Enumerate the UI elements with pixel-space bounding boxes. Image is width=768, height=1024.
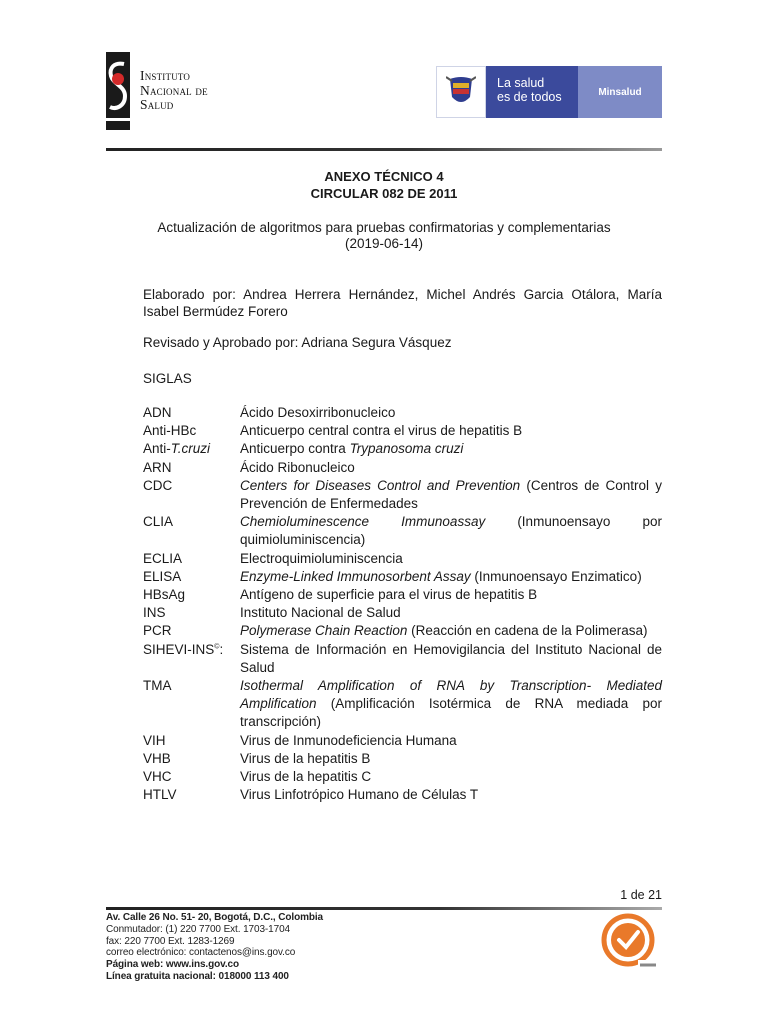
acronym-definition [240,677,662,732]
document-subtitle: Actualización de algoritmos para pruebas confirmatorias y complementarias [157,220,611,235]
acronym-abbr: Anti-HBc [143,423,197,439]
acronym-row [143,568,662,586]
acronym-def-italic: Trypanosoma cruzi [349,441,464,457]
acronym-abbr: HTLV [143,787,177,803]
acronym-def-prefix: Anticuerpo contra [240,441,350,457]
acronym-row [143,422,662,440]
acronym-definition: Virus de la hepatitis B [240,750,371,766]
acronym-abbr-prefix: SIHEVI-INS [143,641,215,657]
copyright-mark: © [214,643,220,651]
acronym-definition [240,568,662,586]
ins-logo [106,52,246,132]
acronym-row [143,550,662,568]
acronym-abbr: HBsAg [143,587,186,603]
acronym-row [143,459,662,477]
acronym-def-italic: Centers for Diseases Control and Prevention [240,477,521,493]
acronym-abbr: PCR [143,623,172,639]
acronym-row [143,750,662,768]
acronym-abbr: VHC [143,769,172,785]
acronym-row [143,586,662,604]
footer-hotline-line: Línea gratuita nacional: 018000 113 400 [106,970,289,982]
acronym-definition: Instituto Nacional de Salud [240,605,401,621]
footer-contact [106,912,323,983]
page-number: 1 de 21 [620,888,662,902]
acronym-list [143,404,662,804]
header-divider [106,148,662,151]
document-title-circular: CIRCULAR 082 DE 2011 [310,186,458,201]
reviewed-by: Revisado y Aprobado por: Adriana Segura Vásquez [143,335,452,350]
ins-name [140,69,208,113]
acronym-row [143,440,662,458]
acronym-definition: Virus de Inmunodeficiencia Humana [240,732,457,748]
acronym-row [143,604,662,622]
minsalud-banner [436,66,662,118]
banner-slogan-line: es de todos [497,89,562,104]
banner-slogan [486,66,578,118]
acronym-definition: Virus Linfotrópico Humano de Células T [240,787,479,803]
acronym-abbr: ADN [143,405,172,420]
acronym-abbr: CLIA [143,514,174,530]
acronym-abbr-italic: T.cruzi [170,441,211,457]
acronyms-heading: SIGLAS [143,371,192,386]
acronym-row [143,477,662,513]
acronym-abbr: VHB [143,750,171,766]
banner-slogan-line: La salud [497,76,545,90]
acronym-row [143,768,662,786]
document-title: ANEXO TÉCNICO 4 [324,169,444,184]
acronym-def-rest: (Inmunoensayo por quimioluminiscencia) [240,514,662,548]
acronym-definition: Sistema de Información en Hemovigilancia del Instituto Nacional de Salud [240,641,662,675]
acronym-def-italic: Polymerase Chain Reaction [240,623,408,639]
coat-of-arms-icon [436,66,486,118]
footer-website-line: Página web: www.ins.gov.co [106,959,239,971]
ins-name-line: Nacional de [140,82,208,98]
acronym-row [143,622,662,640]
document-date: (2019-06-14) [344,236,424,251]
footer-address-line: Av. Calle 26 No. 51- 20, Bogotá, D.C., Colombia [106,912,324,923]
acronym-definition: Ácido Ribonucleico [240,459,355,475]
acronym-definition: Virus de la hepatitis C [240,769,372,785]
acronym-abbr: ELISA [143,568,182,584]
acronym-row [143,732,662,750]
acronym-abbr [143,440,240,458]
acronym-abbr: ARN [143,459,172,475]
banner-name: Minsalud [578,66,662,118]
acronym-definition: Antígeno de superficie para el virus de hepatitis B [240,587,538,603]
acronym-row [143,786,662,804]
acronym-abbr: VIH [143,732,166,748]
acronym-def-rest: (Centros de Control y Prevención de Enfermedades [240,477,662,512]
acronym-abbr-suffix: : [219,641,224,657]
acronym-definition [240,477,662,513]
acronym-definition: Ácido Desoxirribonucleico [240,405,396,420]
acronym-definition [240,513,662,549]
prepared-by: Elaborado por: Andrea Herrera Hernández, Michel Andrés Garcia Otálora, María Isabel Bermúdez Forero [143,287,662,319]
ins-s-mark-icon [106,52,130,130]
acronym-definition: Electroquimioluminiscencia [240,550,403,566]
acronym-abbr: ECLIA [143,550,183,566]
acronym-row [143,641,662,677]
acronym-row [143,404,662,422]
acronym-abbr: TMA [143,678,172,694]
sgs-certification-seal-icon [598,912,662,974]
acronym-abbr-prefix: Anti- [143,441,171,457]
ins-name-line: Salud [140,97,174,112]
acronym-row [143,513,662,549]
ins-name-line: Instituto [140,68,191,83]
acronym-abbr: CDC [143,477,173,493]
acronym-abbr: INS [143,605,166,621]
acronym-definition [240,622,662,640]
footer-divider [106,907,662,910]
acronym-def-rest: (Inmunoensayo Enzimatico) [470,568,642,584]
acronym-def-italic: Chemioluminescence Immunoassay [240,514,486,530]
footer-email-line: correo electrónico: contactenos@ins.gov.co [106,947,296,959]
footer-phone-line: Conmutador: (1) 220 7700 Ext. 1703-1704 [106,923,291,935]
acronym-def-rest: (Amplificación Isotérmica de RNA mediada por transcripción) [240,696,662,730]
footer-fax-line: fax: 220 7700 Ext. 1283-1269 [106,935,235,947]
acronym-def-italic: Enzyme-Linked Immunosorbent Assay [240,568,471,584]
acronym-def-rest: (Reacción en cadena de la Polimerasa) [407,623,648,639]
acronym-abbr [143,641,240,677]
acronym-definition: Anticuerpo central contra el virus de hepatitis B [240,423,523,439]
acronym-row [143,677,662,732]
acronym-def-italic: Isothermal Amplification of RNA by Transcription- Mediated Amplification [240,678,662,712]
acronym-definition [240,440,662,458]
